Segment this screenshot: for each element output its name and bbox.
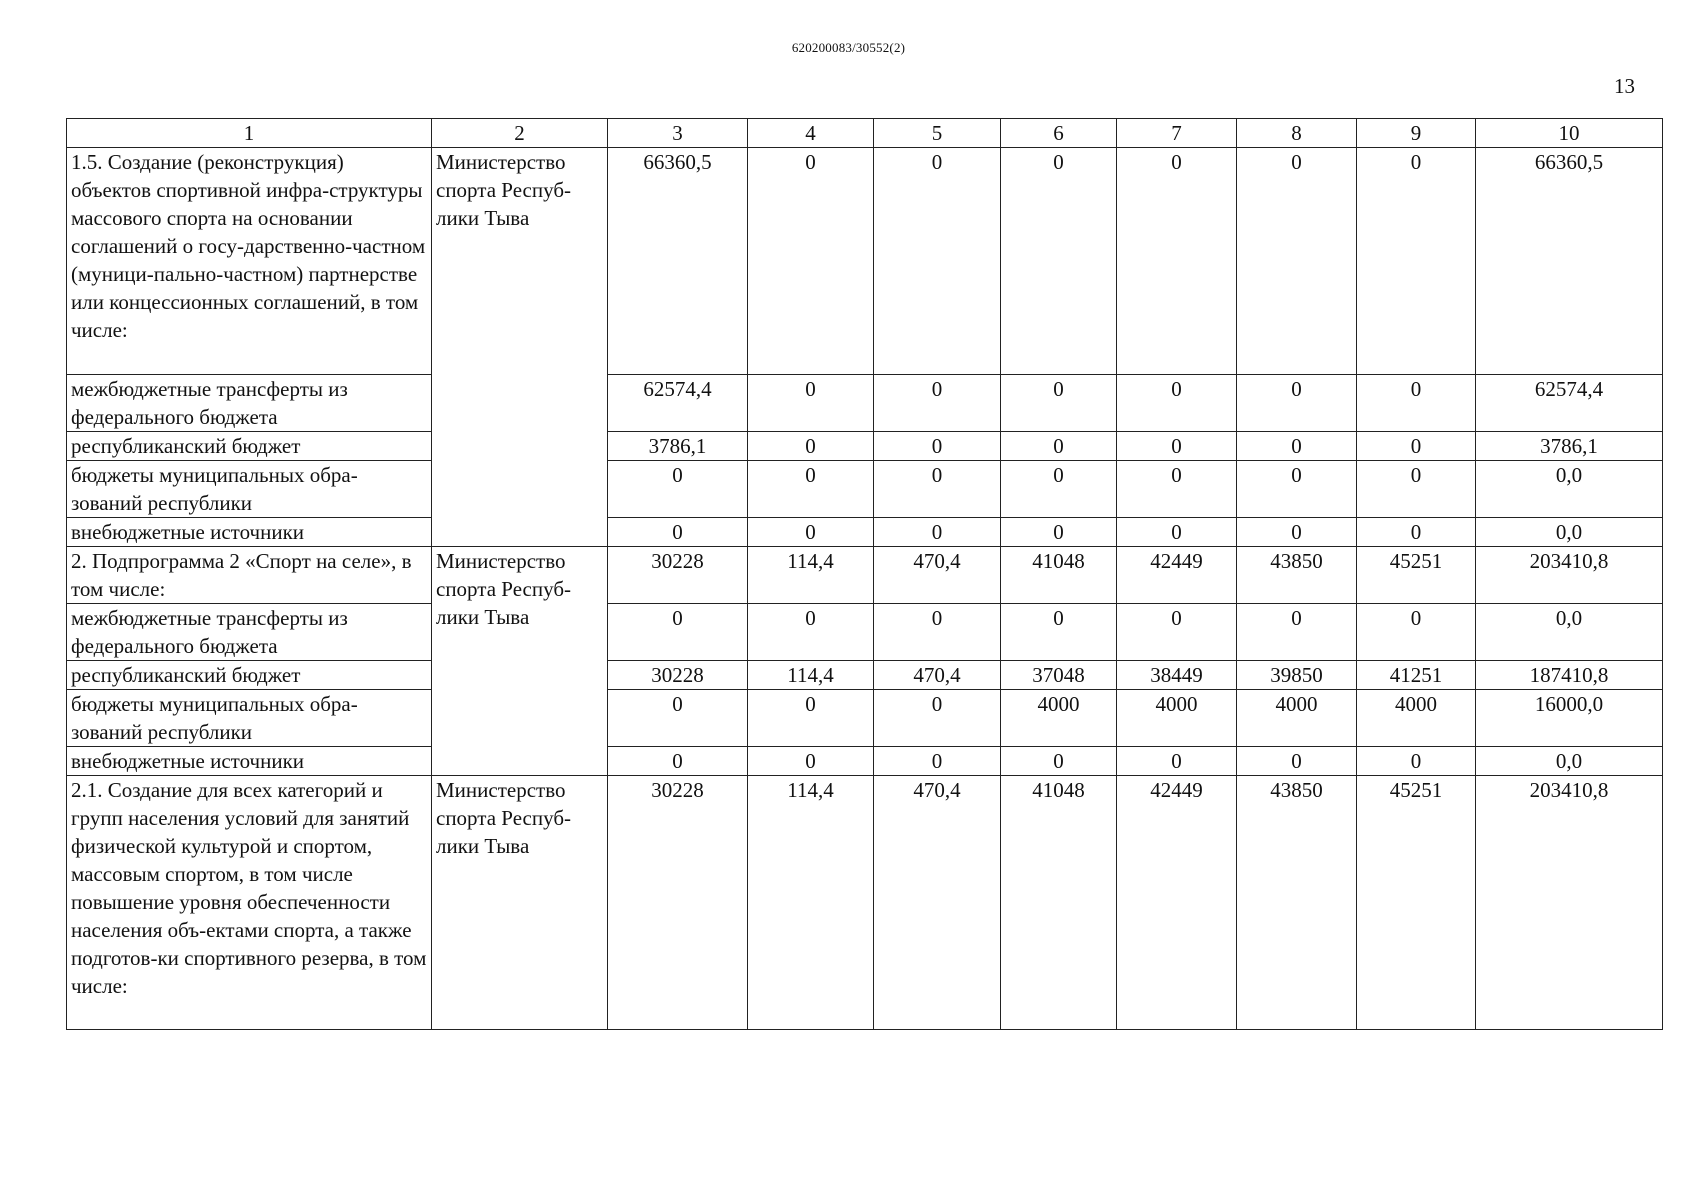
value-cell: 470,4	[874, 776, 1001, 1030]
value-cell: 0	[1001, 747, 1117, 776]
value-cell: 0	[1117, 518, 1237, 547]
value-cell: 45251	[1357, 547, 1476, 604]
column-number: 5	[874, 119, 1001, 148]
total-cell: 203410,8	[1476, 776, 1663, 1030]
value-cell: 0	[1357, 148, 1476, 375]
value-cell: 42449	[1117, 776, 1237, 1030]
value-cell: 0	[1357, 375, 1476, 432]
value-cell: 0	[1001, 148, 1117, 375]
value-cell: 0	[1117, 461, 1237, 518]
value-cell: 4000	[1237, 690, 1357, 747]
row-name: бюджеты муниципальных обра-зований республики	[67, 690, 432, 747]
value-cell: 0	[874, 747, 1001, 776]
value-cell: 0	[1237, 518, 1357, 547]
value-cell: 0	[1237, 461, 1357, 518]
value-cell: 0	[874, 375, 1001, 432]
column-number: 3	[608, 119, 748, 148]
value-cell: 43850	[1237, 776, 1357, 1030]
value-cell: 39850	[1237, 661, 1357, 690]
value-cell: 37048	[1001, 661, 1117, 690]
responsible-executor: Министерство спорта Респуб-лики Тыва	[432, 148, 608, 547]
budget-table	[66, 118, 1663, 1030]
value-cell: 4000	[1001, 690, 1117, 747]
responsible-executor: Министерство спорта Респуб-лики Тыва	[432, 776, 608, 1030]
table-row	[67, 461, 1663, 518]
value-cell: 0	[1117, 375, 1237, 432]
column-number-row	[67, 119, 1663, 148]
value-cell: 66360,5	[608, 148, 748, 375]
value-cell: 4000	[1357, 690, 1476, 747]
table-row	[67, 776, 1663, 1030]
row-name: 2. Подпрограмма 2 «Спорт на селе», в том числе:	[67, 547, 432, 604]
table-row	[67, 547, 1663, 604]
row-name: внебюджетные источники	[67, 747, 432, 776]
value-cell: 0	[608, 604, 748, 661]
value-cell: 0	[1001, 375, 1117, 432]
value-cell: 0	[1001, 461, 1117, 518]
value-cell: 41048	[1001, 547, 1117, 604]
value-cell: 0	[748, 148, 874, 375]
table-row	[67, 690, 1663, 747]
value-cell: 3786,1	[608, 432, 748, 461]
total-cell: 187410,8	[1476, 661, 1663, 690]
value-cell: 62574,4	[608, 375, 748, 432]
column-number: 6	[1001, 119, 1117, 148]
value-cell: 30228	[608, 547, 748, 604]
value-cell: 0	[874, 432, 1001, 461]
value-cell: 0	[748, 461, 874, 518]
row-name: бюджеты муниципальных обра-зований республики	[67, 461, 432, 518]
column-number: 9	[1357, 119, 1476, 148]
value-cell: 0	[1001, 518, 1117, 547]
value-cell: 0	[874, 148, 1001, 375]
column-number: 4	[748, 119, 874, 148]
value-cell: 4000	[1117, 690, 1237, 747]
row-name: межбюджетные трансферты из федерального бюджета	[67, 375, 432, 432]
document-code: 620200083/30552(2)	[791, 40, 906, 55]
total-cell: 203410,8	[1476, 547, 1663, 604]
value-cell: 41251	[1357, 661, 1476, 690]
value-cell: 0	[1357, 518, 1476, 547]
value-cell: 114,4	[748, 776, 874, 1030]
value-cell: 0	[608, 690, 748, 747]
table-row	[67, 661, 1663, 690]
value-cell: 0	[1001, 604, 1117, 661]
table-row	[67, 148, 1663, 375]
column-number: 2	[432, 119, 608, 148]
value-cell: 30228	[608, 661, 748, 690]
value-cell: 470,4	[874, 661, 1001, 690]
total-cell: 3786,1	[1476, 432, 1663, 461]
column-number: 8	[1237, 119, 1357, 148]
value-cell: 30228	[608, 776, 748, 1030]
total-cell: 0,0	[1476, 518, 1663, 547]
value-cell: 0	[608, 518, 748, 547]
value-cell: 0	[1237, 148, 1357, 375]
value-cell: 0	[748, 747, 874, 776]
value-cell: 0	[748, 604, 874, 661]
value-cell: 42449	[1117, 547, 1237, 604]
column-number: 10	[1476, 119, 1663, 148]
row-name: 2.1. Создание для всех категорий и групп населения условий для занятий физической культурой и спортом, массовым спортом, в том числе повышение уровня обеспеченности населения объ-ектами спорта, а также подготов-ки спортивного резерва, в том числе:	[67, 776, 432, 1030]
page-number: 13	[1614, 74, 1635, 98]
value-cell: 0	[1357, 747, 1476, 776]
row-name: республиканский бюджет	[67, 661, 432, 690]
value-cell: 0	[1237, 432, 1357, 461]
value-cell: 0	[1357, 461, 1476, 518]
row-name: 1.5. Создание (реконструкция) объектов спортивной инфра-структуры массового спорта на основании соглашений о госу-дарственно-частном (муници-пально-частном) партнерстве или концессионных соглашений, в том числе:	[67, 148, 432, 375]
value-cell: 41048	[1001, 776, 1117, 1030]
table-row	[67, 432, 1663, 461]
value-cell: 38449	[1117, 661, 1237, 690]
value-cell: 114,4	[748, 661, 874, 690]
value-cell: 0	[748, 690, 874, 747]
column-number: 7	[1117, 119, 1237, 148]
row-name: республиканский бюджет	[67, 432, 432, 461]
column-number: 1	[67, 119, 432, 148]
value-cell: 0	[874, 690, 1001, 747]
value-cell: 0	[1001, 432, 1117, 461]
value-cell: 0	[1357, 604, 1476, 661]
row-name: внебюджетные источники	[67, 518, 432, 547]
value-cell: 0	[1237, 604, 1357, 661]
value-cell: 0	[1237, 747, 1357, 776]
total-cell: 66360,5	[1476, 148, 1663, 375]
value-cell: 0	[1117, 604, 1237, 661]
table-row	[67, 604, 1663, 661]
value-cell: 0	[1117, 747, 1237, 776]
value-cell: 0	[748, 375, 874, 432]
total-cell: 16000,0	[1476, 690, 1663, 747]
value-cell: 0	[874, 518, 1001, 547]
table-row	[67, 375, 1663, 432]
value-cell: 0	[1357, 432, 1476, 461]
value-cell: 0	[1237, 375, 1357, 432]
total-cell: 62574,4	[1476, 375, 1663, 432]
total-cell: 0,0	[1476, 604, 1663, 661]
value-cell: 0	[748, 432, 874, 461]
value-cell: 0	[1117, 148, 1237, 375]
value-cell: 0	[874, 604, 1001, 661]
row-name: межбюджетные трансферты из федерального бюджета	[67, 604, 432, 661]
value-cell: 0	[608, 747, 748, 776]
value-cell: 43850	[1237, 547, 1357, 604]
value-cell: 45251	[1357, 776, 1476, 1030]
table-row	[67, 518, 1663, 547]
value-cell: 0	[608, 461, 748, 518]
total-cell: 0,0	[1476, 747, 1663, 776]
total-cell: 0,0	[1476, 461, 1663, 518]
table-row	[67, 747, 1663, 776]
value-cell: 0	[874, 461, 1001, 518]
value-cell: 470,4	[874, 547, 1001, 604]
value-cell: 0	[1117, 432, 1237, 461]
value-cell: 0	[748, 518, 874, 547]
value-cell: 114,4	[748, 547, 874, 604]
responsible-executor: Министерство спорта Респуб-лики Тыва	[432, 547, 608, 776]
